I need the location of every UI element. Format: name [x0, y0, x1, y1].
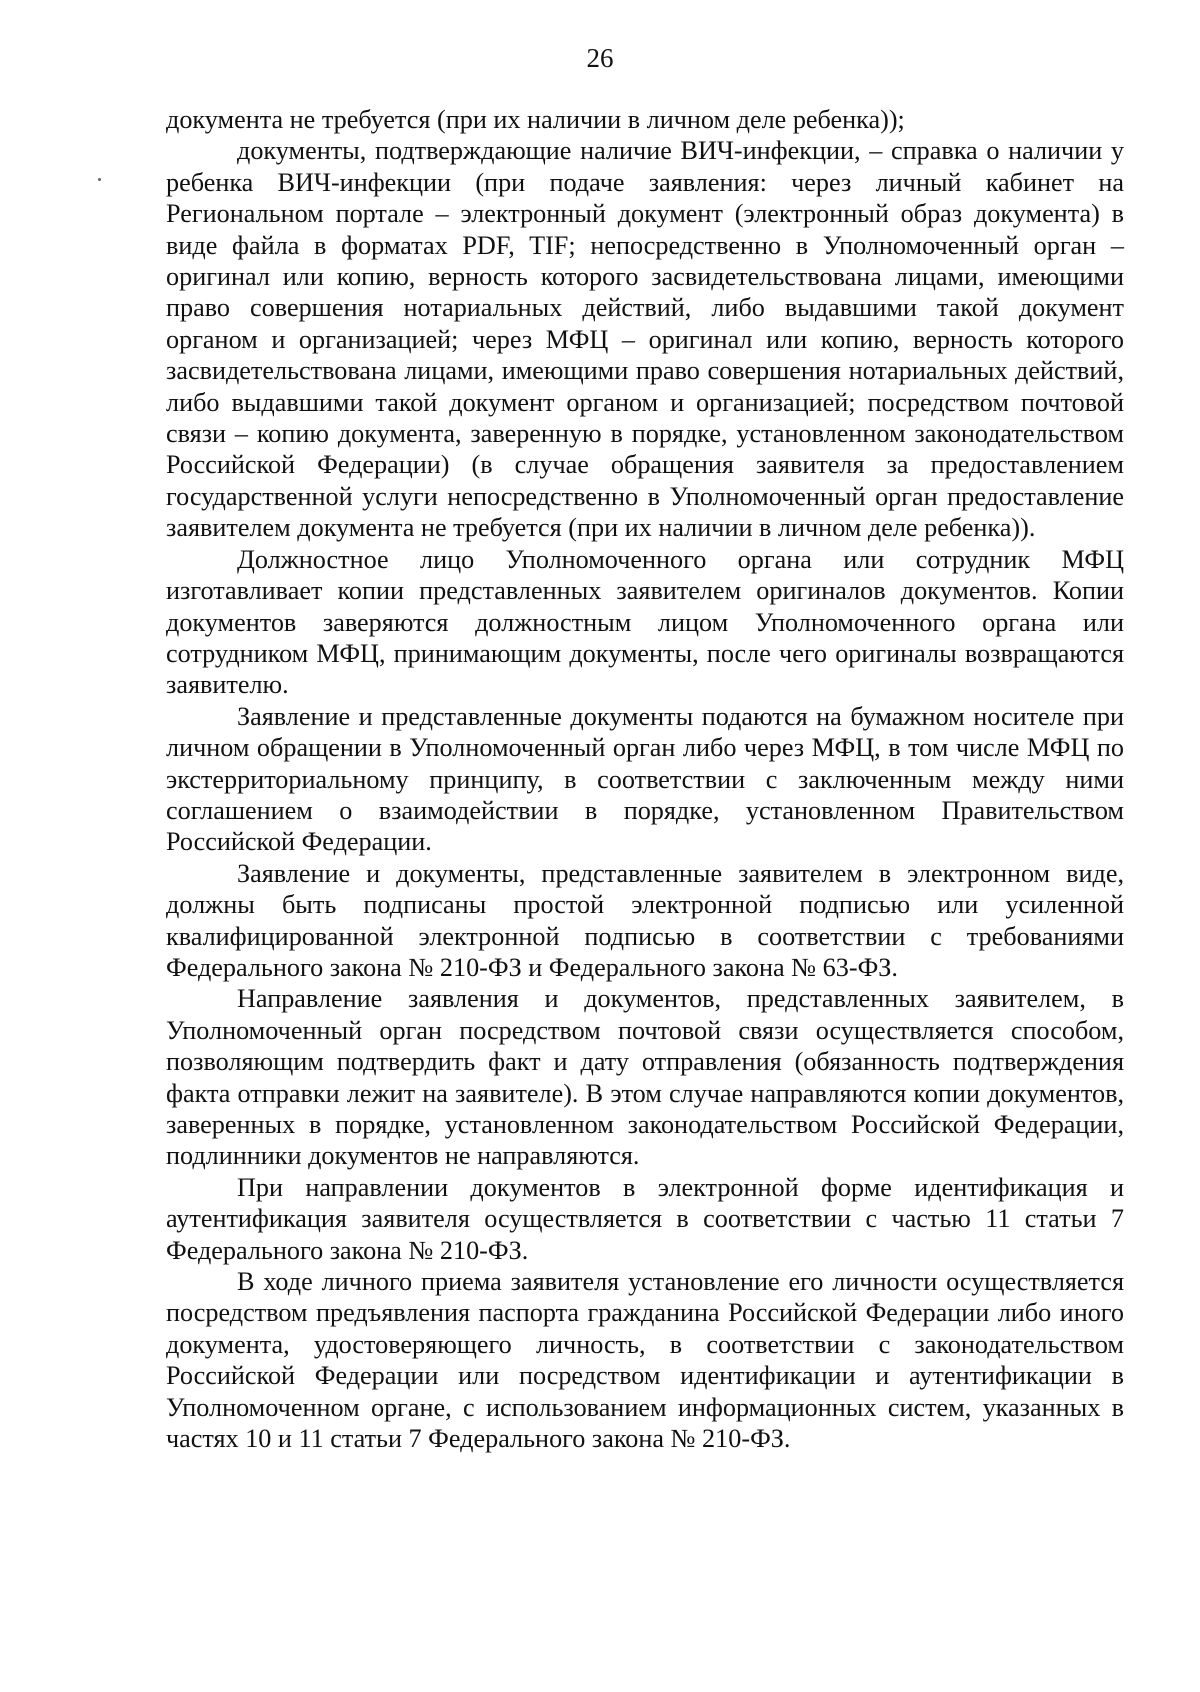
paragraph-paper-submission: Заявление и представленные документы подаются на бумажном носителе при личном обращении в Уполномоченный орган либо через МФЦ, в том числе МФЦ по экстерриториальному принципу, в соответствии с заключенным между ними соглашением о взаимодействии в порядке, установленном Правительством Российской Федерации. — [166, 701, 1124, 857]
page-number: 26 — [586, 43, 614, 73]
paragraph-postal-submission: Направление заявления и документов, представленных заявителем, в Уполномоченный орган посредством почтовой связи осуществляется способом, позволяющим подтвердить факт и дату отправления (обязанность подтверждения факта отправки лежит на заявителе). В этом случае направляются копии документов, заверенных в порядке, установленном законодательством Российской Федерации, подлинники документов не направляются. — [166, 984, 1124, 1171]
paragraph-continuation: документа не требуется (при их наличии в личном деле ребенка)); — [166, 105, 905, 134]
paragraph-personal-identification: В ходе личного приема заявителя установление его личности осуществляется посредством предъявления паспорта гражданина Российской Федерации либо иного документа, удостоверяющего личность, в соответствии с законодательством Российской Федерации или посредством идентификации и аутентификации в Уполномоченном органе, с использованием информационных систем, указанных в частях 10 и 11 статьи 7 Федерального закона № 210-ФЗ. — [166, 1267, 1124, 1454]
paragraph-copies: Должностное лицо Уполномоченного органа или сотрудник МФЦ изготавливает копии представленных заявителем оригиналов документов. Копии документов заверяются должностным лицом Уполномоченного органа или сотрудником МФЦ, принимающим документы, после чего оригиналы возвращаются заявителю. — [166, 544, 1124, 700]
paragraph-electronic-signature: Заявление и документы, представленные заявителем в электронном виде, должны быть подписаны простой электронной подписью или усиленной квалифицированной электронной подписью в соответствии с требованиями Федерального закона № 210-ФЗ и Федерального закона № 63-ФЗ. — [166, 858, 1124, 982]
paragraph-electronic-authentication: При направлении документов в электронной форме идентификация и аутентификация заявителя осуществляется в соответствии с частью 11 статьи 7 Федерального закона № 210-ФЗ. — [166, 1172, 1124, 1265]
document-body — [166, 104, 1124, 1454]
scan-speck — [98, 178, 101, 181]
paragraph-hiv-documents: документы, подтверждающие наличие ВИЧ-инфекции, – справка о наличии у ребенка ВИЧ-инфекции (при подаче заявления: через личный кабинет на Региональном портале – электронный документ (электронный образ документа) в виде файла в форматах PDF, TIF; непосредственно в Уполномоченный орган – оригинал или копию, верность которого засвидетельствована лицами, имеющими право совершения нотариальных действий, либо выдавшими такой документ органом и организацией; через МФЦ – оригинал или копию, верность которого засвидетельствована лицами, имеющими право совершения нотариальных действий, либо выдавшими такой документ органом и организацией; посредством почтовой связи – копию документа, заверенную в порядке, установленном законодательством Российской Федерации) (в случае обращения заявителя за предоставлением государственной услуги непосредственно в Уполномоченный орган предоставление заявителем документа не требуется (при их наличии в личном деле ребенка)). — [166, 136, 1124, 543]
